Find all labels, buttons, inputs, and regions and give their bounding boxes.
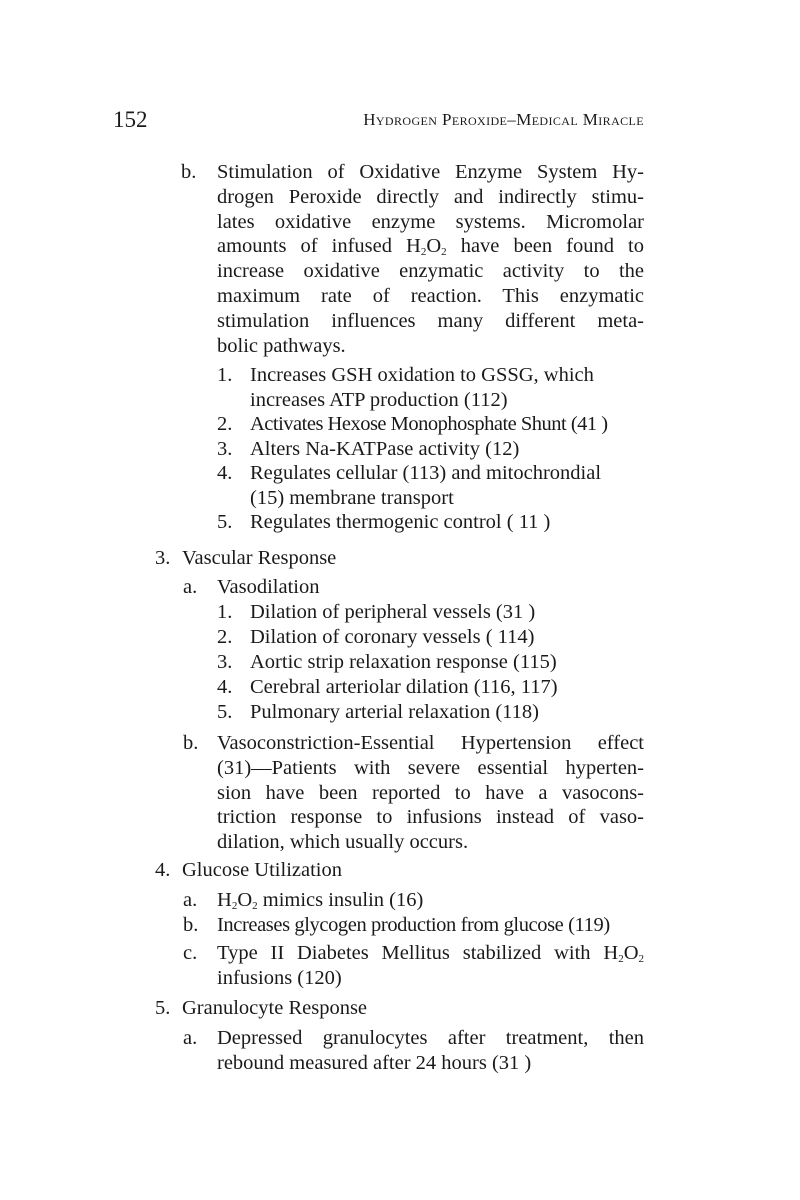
item-text: $H_2O_2$ mimics insulin (16)	[217, 889, 424, 912]
text-line: rebound measured after 24 hours (31 )	[217, 1051, 532, 1074]
list-item: Pulmonary arterial relaxation (118)	[250, 701, 539, 723]
section-title: Vascular Response	[182, 547, 337, 569]
text-line: Vasoconstriction-Essential Hypertension effect	[217, 732, 644, 754]
item-text: Increases glycogen production from glucose (119)	[217, 914, 610, 936]
list-item: Aortic strip relaxation response (115)	[250, 651, 557, 673]
item-text	[217, 941, 644, 991]
section-title: Glucose Utilization	[182, 859, 342, 881]
item-text	[217, 1026, 644, 1076]
list-item	[250, 461, 640, 511]
text-line: Stimulation of Oxidative Enzyme System Hy-	[217, 161, 644, 183]
item-marker: 3.	[217, 438, 233, 460]
item-marker: b.	[181, 161, 197, 183]
text-line: Type II Diabetes Mellitus stabilized with $H_2O_2$	[217, 942, 644, 965]
list-item	[250, 510, 630, 535]
text-line: amounts of infused $H_2O_2$ have been found to	[217, 235, 644, 259]
item-marker: b.	[183, 914, 199, 936]
text-line: maximum rate of reaction. This enzymatic	[217, 284, 644, 307]
item-marker: 2.	[217, 413, 233, 435]
text-line: lates oxidative enzyme systems. Micromolar	[217, 210, 644, 233]
text-line: sion have been reported to have a vasocons-	[217, 781, 644, 804]
page-number: 152	[113, 107, 148, 132]
item-marker: a.	[183, 576, 198, 598]
item-text	[217, 160, 644, 358]
text-line: increases ATP production (112)	[250, 388, 508, 411]
text-line: drogen Peroxide directly and indirectly stimu-	[217, 185, 644, 208]
text-line: Regulates cellular (113) and mitochrondial	[250, 462, 602, 484]
text-line: Depressed granulocytes after treatment, then	[217, 1027, 644, 1049]
text-line: Alters Na-KATPase activity (12)	[250, 438, 520, 460]
item-text	[217, 731, 644, 855]
running-title: Hydrogen Peroxide–Medical Miracle	[363, 110, 644, 129]
section-marker: 3.	[155, 547, 171, 569]
list-item	[250, 412, 644, 437]
text-line: stimulation influences many different meta-	[217, 309, 644, 332]
text-line: infusions (120)	[217, 966, 342, 989]
item-marker: 4.	[217, 462, 233, 484]
item-marker: a.	[183, 1027, 198, 1049]
list-item	[250, 437, 630, 462]
item-marker: 2.	[217, 626, 233, 648]
list-item	[250, 363, 630, 413]
text-line: increase oxidative enzymatic activity to the	[217, 260, 644, 283]
item-marker: 4.	[217, 676, 233, 698]
item-marker: 5.	[217, 511, 233, 533]
text-line: (31)—Patients with severe essential hyperten-	[217, 756, 644, 779]
item-marker: 1.	[217, 364, 233, 386]
item-marker: b.	[183, 732, 199, 754]
text-line: triction response to infusions instead of vaso-	[217, 806, 644, 829]
list-item: Dilation of peripheral vessels (31 )	[250, 601, 536, 623]
text-line: dilation, which usually occurs.	[217, 831, 469, 854]
list-item: Cerebral arteriolar dilation (116, 117)	[250, 676, 558, 698]
text-line: Increases GSH oxidation to GSSG, which	[250, 364, 594, 386]
section-title: Granulocyte Response	[182, 997, 368, 1019]
section-marker: 5.	[155, 997, 171, 1019]
item-marker: a.	[183, 889, 198, 911]
item-marker: c.	[183, 942, 198, 964]
text-line: Activates Hexose Monophosphate Shunt (41 )	[250, 413, 608, 435]
item-marker: 1.	[217, 601, 233, 623]
text-line: (15) membrane transport	[250, 486, 454, 509]
item-marker: 5.	[217, 701, 233, 723]
text-line: bolic pathways.	[217, 334, 346, 357]
item-title: Vasodilation	[217, 576, 320, 598]
section-marker: 4.	[155, 859, 171, 881]
item-marker: 3.	[217, 651, 233, 673]
text-line: Regulates thermogenic control ( 11 )	[250, 511, 551, 533]
list-item: Dilation of coronary vessels ( 114)	[250, 626, 535, 648]
